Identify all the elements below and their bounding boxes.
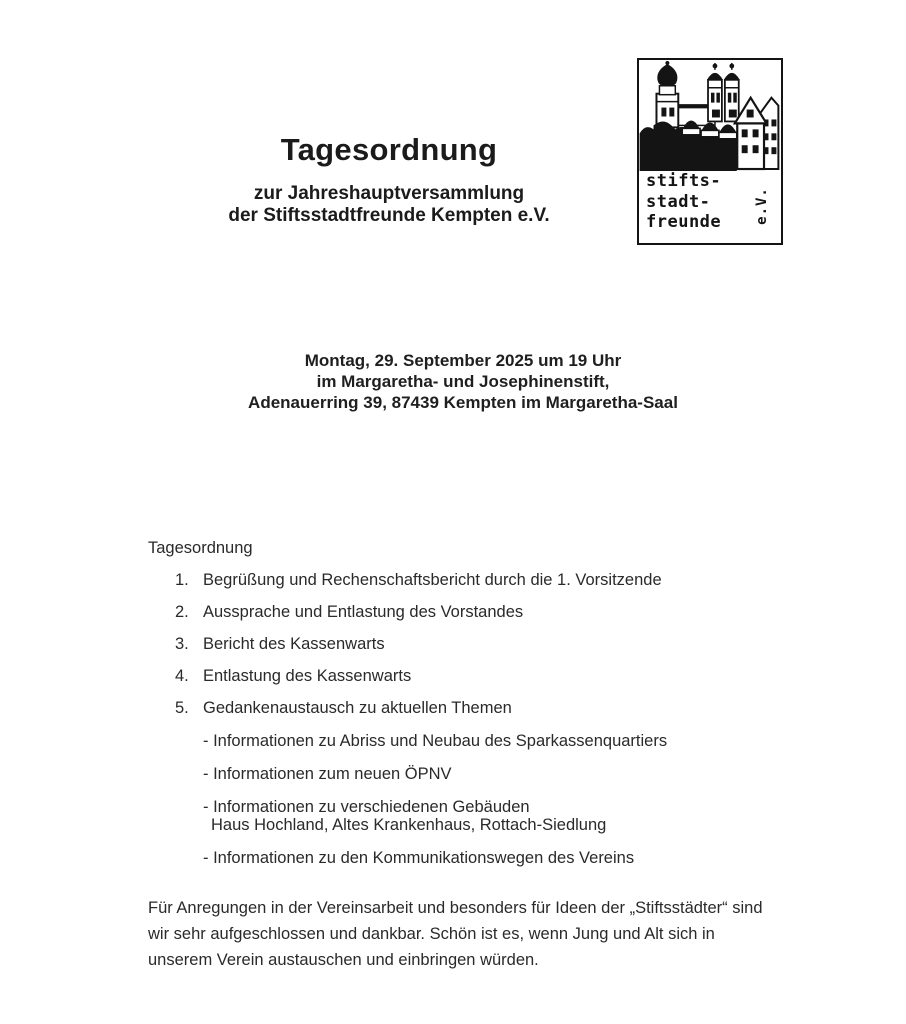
agenda-item-number: 1. <box>175 571 189 589</box>
agenda-subitem-text: - Informationen zu verschiedenen Gebäuden <box>203 798 530 816</box>
agenda-item-2 <box>148 603 828 621</box>
agenda-subitem-2 <box>148 765 828 783</box>
agenda-subitem-text: - Informationen zu Abriss und Neubau des Sparkassenquartiers <box>203 732 668 750</box>
agenda-subitem-3 <box>148 798 828 834</box>
logo-ev-vertical-text: e.V. <box>754 187 770 225</box>
page-title: Tagesordnung <box>280 132 498 167</box>
agenda-subitem-1 <box>148 732 828 750</box>
logo-wordmark <box>639 171 781 233</box>
agenda-item-3 <box>148 635 828 653</box>
logo-line-1: stifts- <box>646 171 722 191</box>
agenda-item-number: 4. <box>175 667 189 685</box>
agenda-heading: Tagesordnung <box>148 539 253 557</box>
agenda-item-text: Begrüßung und Rechenschaftsbericht durch die 1. Vorsitzende <box>203 571 662 589</box>
agenda-subitem-text: - Informationen zu den Kommunikationswegen des Vereins <box>203 849 635 867</box>
subtitle-line-2: der Stiftsstadtfreunde Kempten e.V. <box>228 204 550 226</box>
agenda-item-text: Entlastung des Kassenwarts <box>203 667 412 685</box>
event-date-block <box>190 350 736 413</box>
agenda-item-text: Bericht des Kassenwarts <box>203 635 385 653</box>
agenda-section <box>148 539 828 867</box>
closing-paragraph-line-3: unserem Verein austauschen und einbringen würden. <box>148 951 539 969</box>
event-date-line: Montag, 29. September 2025 um 19 Uhr <box>304 351 622 370</box>
subtitle-line-1: zur Jahreshauptversammlung <box>253 183 525 204</box>
logo-line-2: stadt- <box>646 191 711 212</box>
city-skyline-icon <box>639 60 781 171</box>
agenda-subitem-4 <box>148 849 828 867</box>
agenda-item-text: Aussprache und Entlastung des Vorstandes <box>203 603 524 621</box>
title-block <box>148 133 630 226</box>
agenda-item-number: 3. <box>175 635 189 653</box>
page-subtitle <box>148 183 630 226</box>
agenda-subitem-text-line2: Haus Hochland, Altes Krankenhaus, Rottach-Siedlung <box>211 816 607 834</box>
stiftsstadtfreunde-logo <box>637 58 783 245</box>
agenda-item-text: Gedankenaustausch zu aktuellen Themen <box>203 699 512 717</box>
agenda-subitem-text: - Informationen zum neuen ÖPNV <box>203 765 452 783</box>
closing-paragraph <box>148 895 808 973</box>
agenda-item-number: 2. <box>175 603 189 621</box>
closing-paragraph-line-2: wir sehr aufgeschlossen und dankbar. Schön ist es, wenn Jung und Alt sich in <box>148 925 715 943</box>
agenda-item-5 <box>148 699 828 717</box>
event-location-line: im Margaretha- und Josephinenstift, <box>316 372 610 391</box>
closing-paragraph-line-1: Für Anregungen in der Vereinsarbeit und besonders für Ideen der „Stiftsstädter“ sind <box>148 899 763 917</box>
agenda-item-1 <box>148 571 828 589</box>
agenda-item-4 <box>148 667 828 685</box>
logo-line-3: freunde <box>646 212 722 232</box>
event-address-line: Adenauerring 39, 87439 Kempten im Margaretha-Saal <box>248 393 678 412</box>
agenda-item-number: 5. <box>175 699 189 717</box>
